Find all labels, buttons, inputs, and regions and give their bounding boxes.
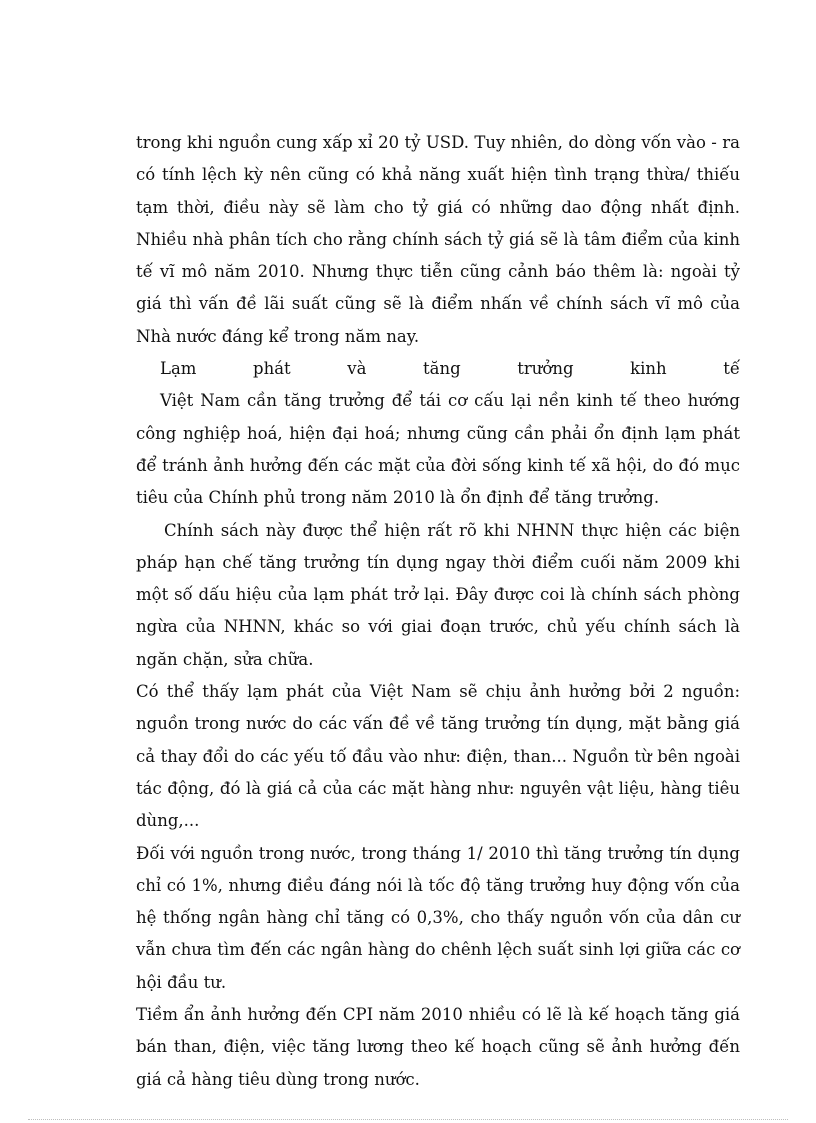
section-heading-inflation-growth: Lạm phát và tăng trưởng kinh tế — [160, 359, 740, 379]
paragraph-cpi-risk: Tiềm ẩn ảnh hưởng đến CPI năm 2010 nhiều có lẽ là kế hoạch tăng giá bán than, điện, việc tăng lương theo kế hoạch cũng sẽ ảnh hưởng đến giá cả hàng tiêu dùng trong nước. — [136, 1005, 740, 1089]
paragraph-exchange-rate: trong khi nguồn cung xấp xỉ 20 tỷ USD. Tuy nhiên, do dòng vốn vào - ra có tính lệch kỳ nên cũng có khả năng xuất hiện tình trạng thừa/ thiếu tạm thời, điều này sẽ làm cho tỷ giá có những dao động nhất định. Nhiều nhà phân tích cho rằng chính sách tỷ giá sẽ là tâm điểm của kinh tế vĩ mô năm 2010. Nhưng thực tiễn cũng cảnh báo thêm là: ngoài tỷ giá thì vấn đề lãi suất cũng sẽ là điểm nhấn về chính sách vĩ mô của Nhà nước đáng kể trong năm nay. — [136, 133, 740, 346]
page-bottom-rule — [28, 1119, 788, 1120]
paragraph-inflation-sources: Có thể thấy lạm phát của Việt Nam sẽ chịu ảnh hưởng bởi 2 nguồn: nguồn trong nước do các vấn đề về tăng trưởng tín dụng, mặt bằng giá cả thay đổi do các yếu tố đầu vào như: điện, than... Nguồn từ bên ngoài tác động, đó là giá cả của các mặt hàng như: nguyên vật liệu, hàng tiêu dùng,... — [136, 682, 740, 831]
document-body — [136, 127, 740, 1096]
paragraph-vietnam-growth: Việt Nam cần tăng trưởng để tái cơ cấu lại nền kinh tế theo hướng công nghiệp hoá, hiện đại hoá; nhưng cũng cần phải ổn định lạm phát để tránh ảnh hưởng đến các mặt của đời sống kinh tế xã hội, do đó mục tiêu của Chính phủ trong năm 2010 là ổn định để tăng trưởng. — [136, 391, 740, 508]
paragraph-credit-policy: Chính sách này được thể hiện rất rõ khi NHNN thực hiện các biện pháp hạn chế tăng trưởng tín dụng ngay thời điểm cuối năm 2009 khi một số dấu hiệu của lạm phát trở lại. Đây được coi là chính sách phòng ngừa của NHNN, khác so với giai đoạn trước, chủ yếu chính sách là ngăn chặn, sửa chữa. — [136, 520, 740, 669]
paragraph-domestic-credit: Đối với nguồn trong nước, trong tháng 1/ 2010 thì tăng trưởng tín dụng chỉ có 1%, nhưng điều đáng nói là tốc độ tăng trưởng huy động vốn của hệ thống ngân hàng chỉ tăng có 0,3%, cho thấy nguồn vốn của dân cư vẫn chưa tìm đến các ngân hàng do chênh lệch suất sinh lợi giữa các cơ hội đầu tư. — [136, 843, 740, 992]
